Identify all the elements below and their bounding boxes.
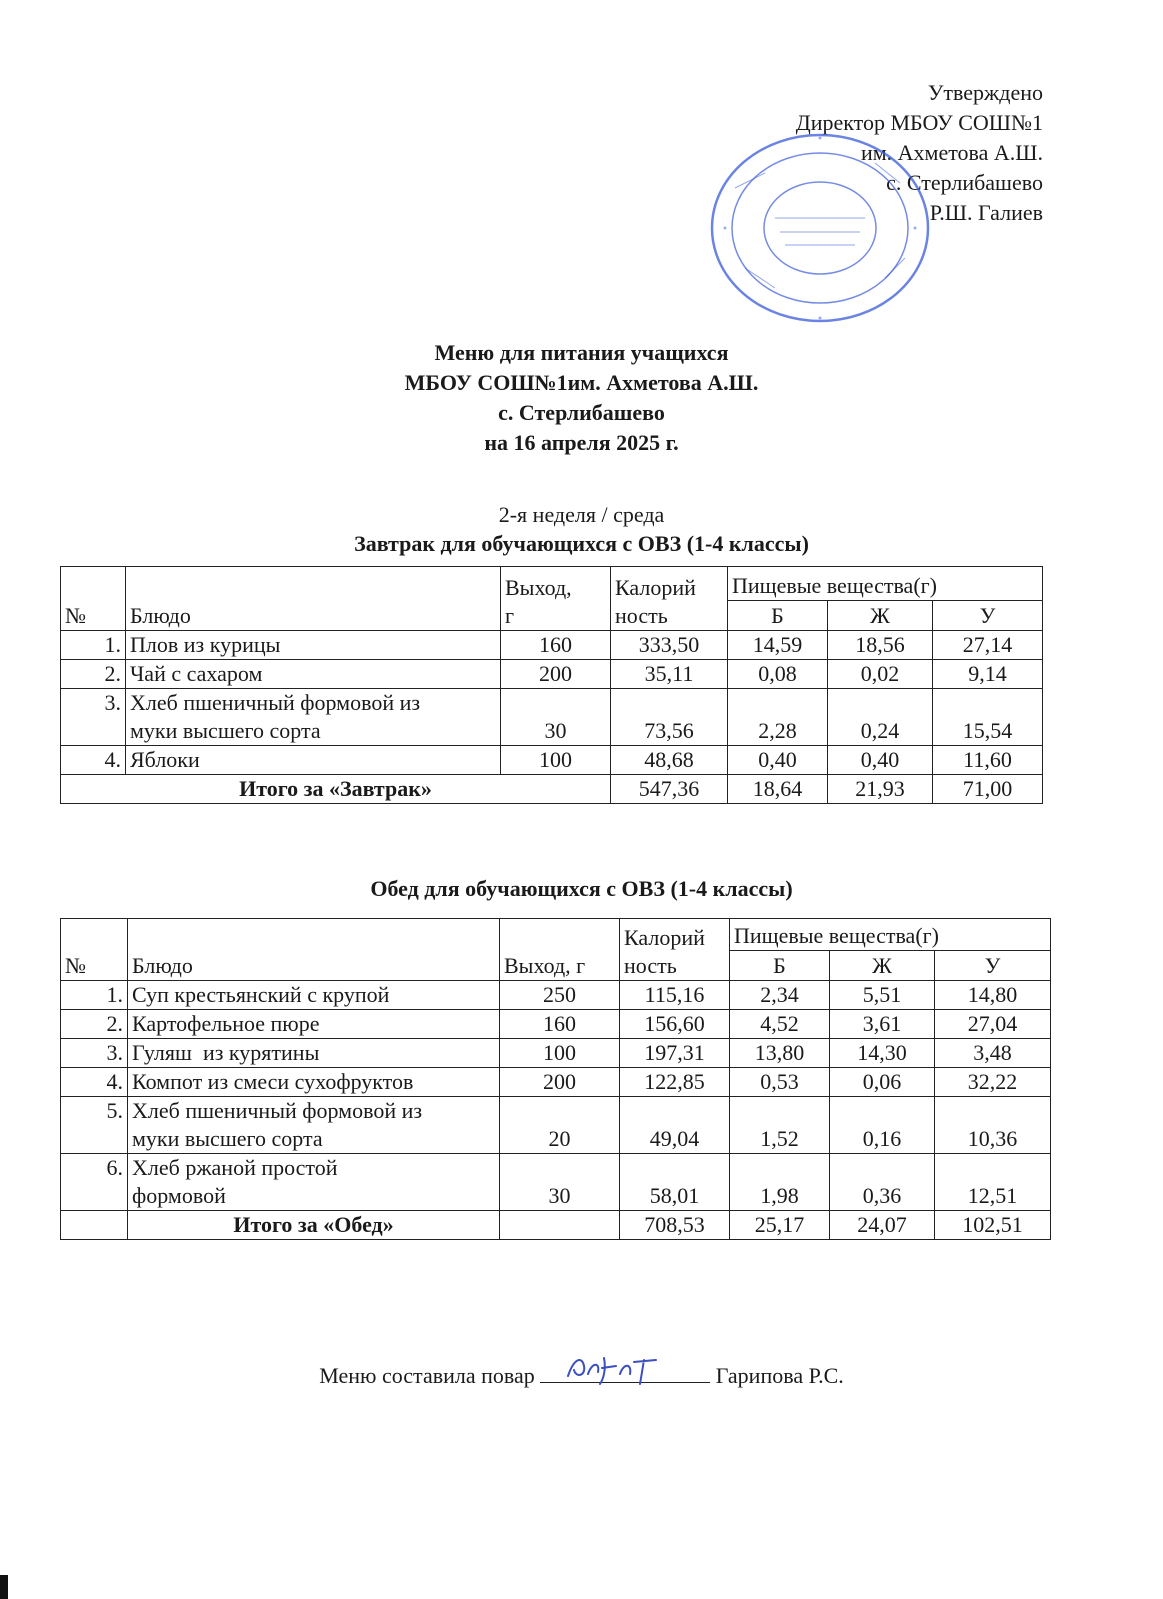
row-carbs: 10,36	[935, 1097, 1051, 1154]
total-label: Итого за «Завтрак»	[61, 775, 611, 804]
header-carbs: У	[933, 601, 1043, 631]
header-calories-line-2: ность	[624, 953, 677, 978]
approval-line-4: с. Стерлибашево	[886, 170, 1043, 195]
row-yield: 20	[500, 1097, 620, 1154]
header-num: №	[61, 919, 128, 981]
total-row	[61, 775, 1043, 804]
row-yield: 200	[501, 660, 611, 689]
row-num: 6.	[61, 1154, 128, 1211]
header-protein: Б	[728, 601, 828, 631]
week-label: 2-я неделя / среда	[498, 502, 665, 527]
header-yield-line-1: Выход,	[505, 575, 572, 600]
row-calories: 73,56	[611, 689, 728, 746]
row-protein: 1,98	[730, 1154, 830, 1211]
row-fat: 0,16	[830, 1097, 935, 1154]
header-yield: Выход, г	[500, 919, 620, 981]
row-fat: 5,51	[830, 981, 935, 1010]
row-protein: 0,08	[728, 660, 828, 689]
handwritten-signature-icon	[560, 1348, 680, 1388]
row-carbs: 32,22	[935, 1068, 1051, 1097]
table-row	[61, 1010, 1051, 1039]
row-yield: 160	[501, 631, 611, 660]
row-protein: 13,80	[730, 1039, 830, 1068]
header-dish: Блюдо	[128, 919, 500, 981]
footer-prefix: Меню составила повар	[319, 1363, 535, 1388]
table-row	[61, 1039, 1051, 1068]
row-num: 2.	[61, 1010, 128, 1039]
row-dish	[128, 1154, 500, 1211]
footer-cook-name: Гарипова Р.С.	[715, 1363, 844, 1388]
row-num: 4.	[61, 1068, 128, 1097]
lunch-title: Обед для обучающихся с ОВЗ (1-4 классы)	[370, 876, 793, 901]
row-carbs: 14,80	[935, 981, 1051, 1010]
row-dish-line-1: Хлеб пшеничный формовой из	[130, 690, 421, 715]
row-num: 2.	[61, 660, 126, 689]
total-yield-empty	[500, 1211, 620, 1240]
row-fat: 18,56	[828, 631, 933, 660]
row-fat: 14,30	[830, 1039, 935, 1068]
approval-line-5: Р.Ш. Галиев	[929, 200, 1043, 225]
row-num: 5.	[61, 1097, 128, 1154]
row-carbs: 12,51	[935, 1154, 1051, 1211]
header-num: №	[61, 567, 126, 631]
row-num: 1.	[61, 631, 126, 660]
total-label: Итого за «Обед»	[128, 1211, 500, 1240]
table-row	[61, 1068, 1051, 1097]
row-calories: 35,11	[611, 660, 728, 689]
row-calories: 156,60	[620, 1010, 730, 1039]
row-num: 3.	[61, 689, 126, 746]
header-calories-line-1: Калорий	[624, 925, 705, 950]
title-line-3: с. Стерлибашево	[498, 400, 665, 425]
row-calories: 48,68	[611, 746, 728, 775]
row-protein: 2,34	[730, 981, 830, 1010]
row-carbs: 27,14	[933, 631, 1043, 660]
approval-line-3: им. Ахметова А.Ш.	[860, 140, 1043, 165]
row-calories: 115,16	[620, 981, 730, 1010]
row-fat: 0,36	[830, 1154, 935, 1211]
table-row	[61, 1154, 1051, 1211]
row-dish: Гуляш из курятины	[128, 1039, 500, 1068]
row-dish: Суп крестьянский с крупой	[128, 981, 500, 1010]
row-protein: 0,53	[730, 1068, 830, 1097]
row-protein: 0,40	[728, 746, 828, 775]
row-num: 3.	[61, 1039, 128, 1068]
table-row	[61, 689, 1043, 746]
header-fat: Ж	[828, 601, 933, 631]
row-dish-line-2: муки высшего сорта	[132, 1126, 323, 1151]
row-dish: Компот из смеси сухофруктов	[128, 1068, 500, 1097]
row-fat: 0,06	[830, 1068, 935, 1097]
approval-line-2: Директор МБОУ СОШ№1	[795, 110, 1043, 135]
row-num: 1.	[61, 981, 128, 1010]
row-dish	[128, 1097, 500, 1154]
row-carbs: 15,54	[933, 689, 1043, 746]
row-carbs: 3,48	[935, 1039, 1051, 1068]
row-dish: Плов из курицы	[126, 631, 501, 660]
row-dish: Картофельное пюре	[128, 1010, 500, 1039]
row-protein: 4,52	[730, 1010, 830, 1039]
menu-title	[0, 338, 1163, 458]
total-carbs: 102,51	[935, 1211, 1051, 1240]
row-calories: 58,01	[620, 1154, 730, 1211]
row-yield: 30	[501, 689, 611, 746]
header-calories	[620, 919, 730, 981]
row-carbs: 11,60	[933, 746, 1043, 775]
row-dish: Яблоки	[126, 746, 501, 775]
header-dish: Блюдо	[126, 567, 501, 631]
breakfast-table	[60, 566, 1043, 804]
header-carbs: У	[935, 951, 1051, 981]
header-nutrients: Пищевые вещества(г)	[728, 567, 1043, 601]
row-num: 4.	[61, 746, 126, 775]
row-dish: Чай с сахаром	[126, 660, 501, 689]
row-carbs: 9,14	[933, 660, 1043, 689]
row-yield: 100	[501, 746, 611, 775]
row-carbs: 27,04	[935, 1010, 1051, 1039]
title-line-4: на 16 апреля 2025 г.	[484, 430, 679, 455]
signature-line	[540, 1360, 710, 1383]
row-dish-line-1: Хлеб ржаной простой	[132, 1155, 338, 1180]
title-line-1: Меню для питания учащихся	[434, 340, 729, 365]
approval-line-1: Утверждено	[927, 80, 1043, 105]
row-protein: 2,28	[728, 689, 828, 746]
row-dish-line-2: формовой	[132, 1183, 226, 1208]
total-calories: 547,36	[611, 775, 728, 804]
row-yield: 160	[500, 1010, 620, 1039]
header-protein: Б	[730, 951, 830, 981]
header-nutrients: Пищевые вещества(г)	[730, 919, 1051, 951]
table-row	[61, 981, 1051, 1010]
row-dish-line-1: Хлеб пшеничный формовой из	[132, 1098, 423, 1123]
table-row	[61, 746, 1043, 775]
header-calories-line-1: Калорий	[615, 575, 696, 600]
row-protein: 14,59	[728, 631, 828, 660]
header-calories-line-2: ность	[615, 603, 668, 628]
scan-edge-mark	[0, 1575, 8, 1599]
footer-signature	[0, 1360, 1163, 1389]
total-protein: 18,64	[728, 775, 828, 804]
official-seal-icon	[705, 128, 935, 328]
row-calories: 122,85	[620, 1068, 730, 1097]
row-fat: 0,40	[828, 746, 933, 775]
header-yield	[501, 567, 611, 631]
total-row	[61, 1211, 1051, 1240]
total-fat: 24,07	[830, 1211, 935, 1240]
row-fat: 0,24	[828, 689, 933, 746]
row-protein: 1,52	[730, 1097, 830, 1154]
total-fat: 21,93	[828, 775, 933, 804]
table-row	[61, 1097, 1051, 1154]
total-protein: 25,17	[730, 1211, 830, 1240]
row-calories: 49,04	[620, 1097, 730, 1154]
row-calories: 197,31	[620, 1039, 730, 1068]
total-carbs: 71,00	[933, 775, 1043, 804]
header-calories	[611, 567, 728, 631]
header-yield-line-2: г	[505, 603, 515, 628]
row-dish	[126, 689, 501, 746]
row-yield: 250	[500, 981, 620, 1010]
table-row	[61, 631, 1043, 660]
row-fat: 0,02	[828, 660, 933, 689]
row-dish-line-2: муки высшего сорта	[130, 718, 321, 743]
row-calories: 333,50	[611, 631, 728, 660]
lunch-table	[60, 918, 1051, 1240]
row-fat: 3,61	[830, 1010, 935, 1039]
row-yield: 30	[500, 1154, 620, 1211]
row-yield: 100	[500, 1039, 620, 1068]
total-spacer	[61, 1211, 128, 1240]
breakfast-title: Завтрак для обучающихся с ОВЗ (1-4 классы)	[354, 531, 809, 556]
total-calories: 708,53	[620, 1211, 730, 1240]
title-line-2: МБОУ СОШ№1им. Ахметова А.Ш.	[404, 370, 759, 395]
table-row	[61, 660, 1043, 689]
row-yield: 200	[500, 1068, 620, 1097]
header-fat: Ж	[830, 951, 935, 981]
